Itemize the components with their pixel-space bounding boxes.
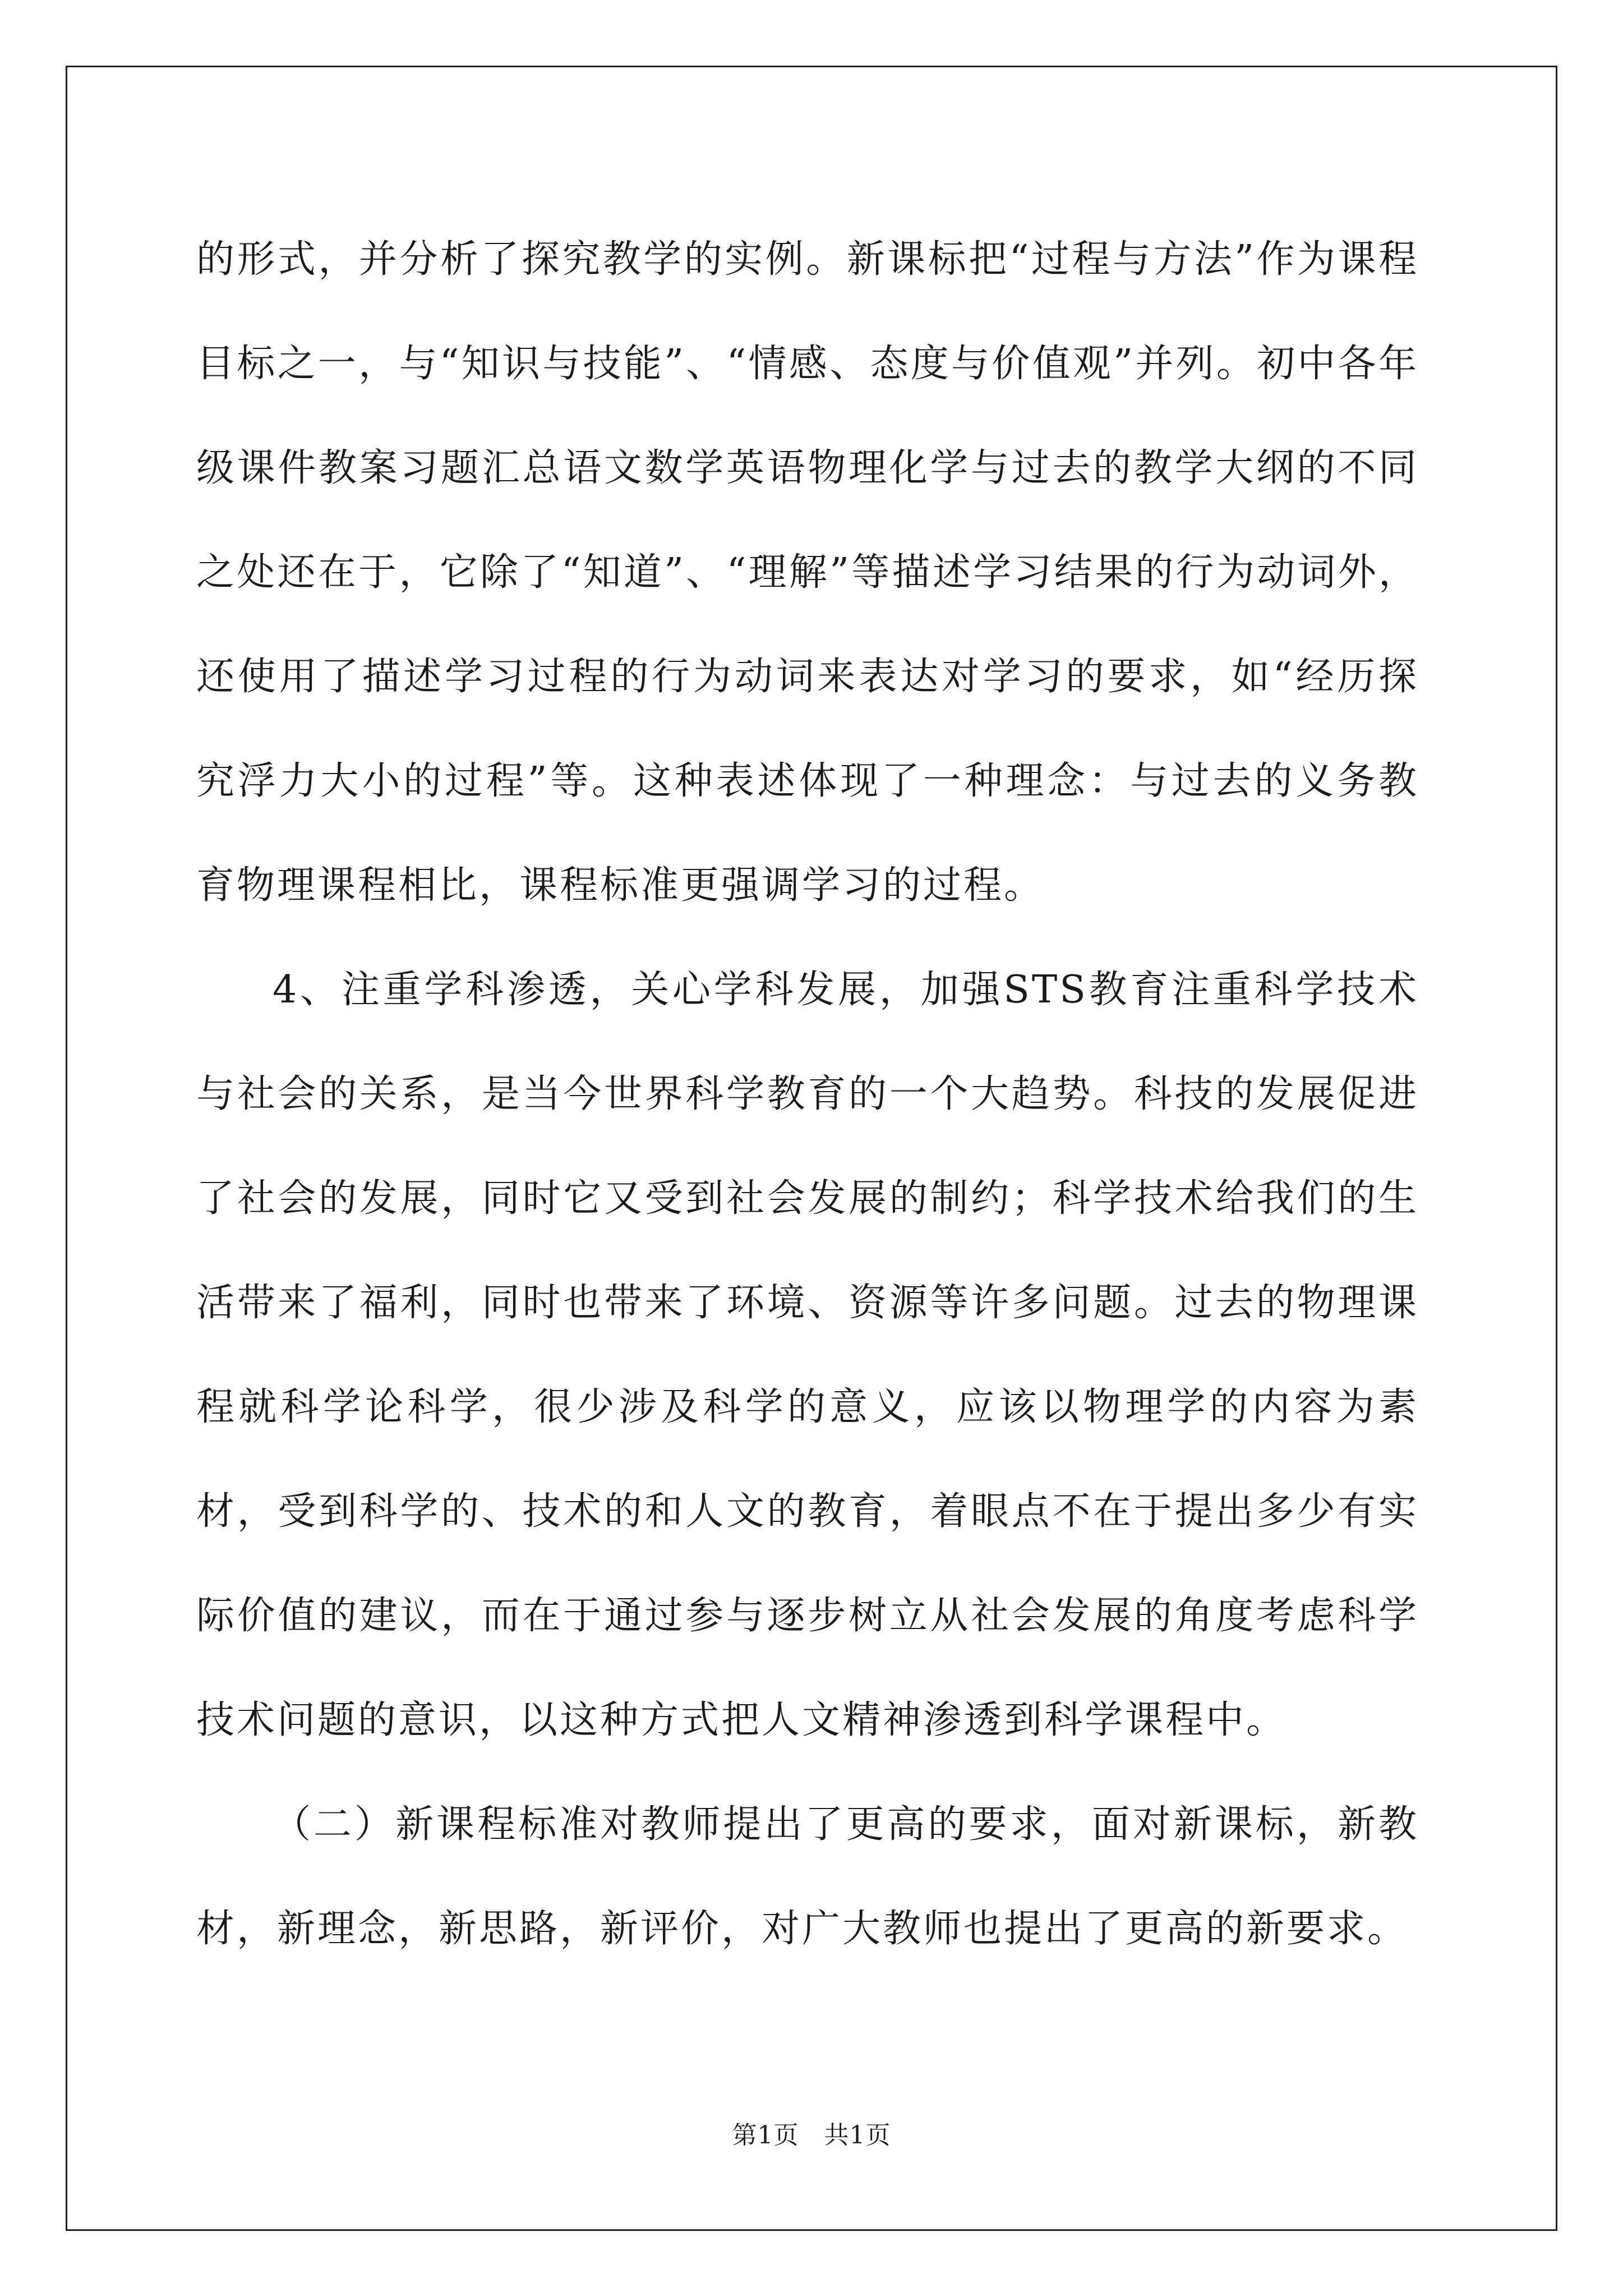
paragraph-1: 的形式，并分析了探究教学的实例。新课标把“过程与方法”作为课程目标之一，与“知识与技能”、“情感、态度与价值观”并列。初中各年级课件教案习题汇总语文数学英语物理化学与过去的教学大纲的不同之处还在于，它除了“知道”、“理解”等描述学习结果的行为动词外，还使用了描述学习过程的行为动词来表达对学习的要求，如“经历探究浮力大小的过程”等。这种表述体现了一种理念：与过去的义务教育物理课程相比，课程标准更强调学习的过程。 (196, 237, 1419, 908)
paragraph-3: （二）新课程标准对教师提出了更高的要求，面对新课标，新教材，新理念，新思路，新评价，对广大教师也提出了更高的新要求。 (196, 1802, 1419, 1951)
paragraph-2: 4、注重学科渗透，关心学科发展，加强STS教育注重科学技术与社会的关系，是当今世界科学教育的一个大趋势。科技的发展促进了社会的发展，同时它又受到社会发展的制约；科学技术给我们的生活带来了福利，同时也带来了环境、资源等许多问题。过去的物理课程就科学论科学，很少涉及科学的意义，应该以物理学的内容为素材，受到科学的、技术的和人文的教育，着眼点不在于提出多少有实际价值的建议，而在于通过参与逐步树立从社会发展的角度考虑科学技术问题的意识，以这种方式把人文精神渗透到科学课程中。 (196, 968, 1419, 1742)
document-body (196, 208, 1419, 1981)
page-number-footer: 第1页 共1页 (732, 2121, 891, 2150)
